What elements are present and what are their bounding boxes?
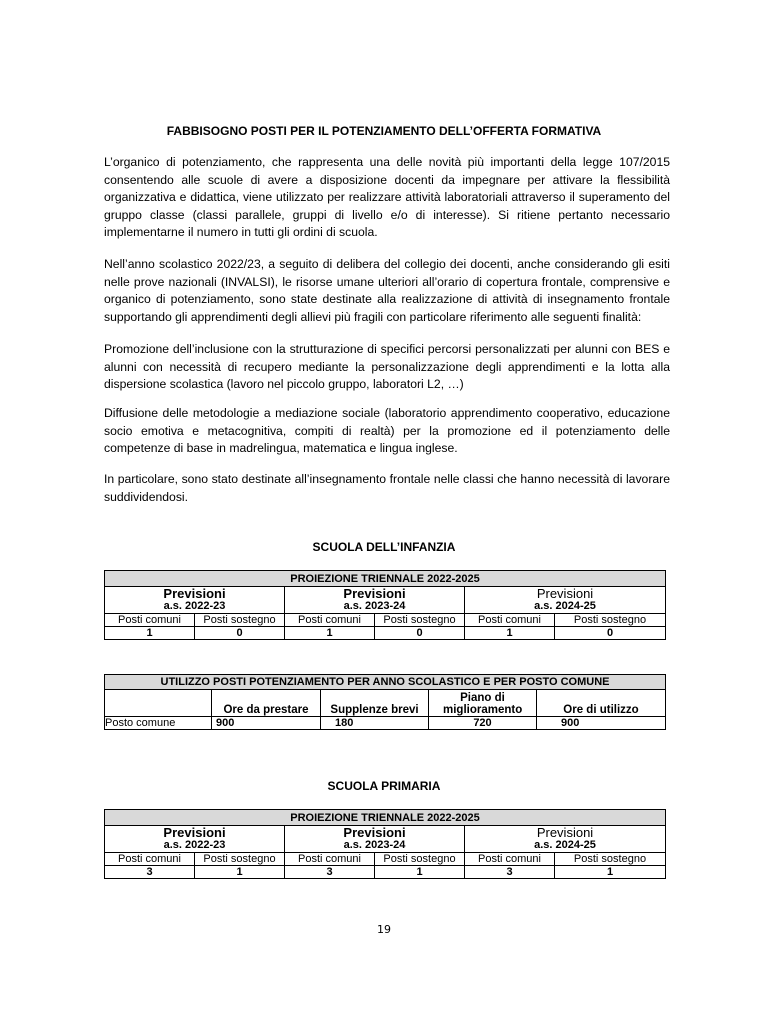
header-empty <box>105 690 212 717</box>
col-posti-comuni: Posti comuni <box>285 614 375 627</box>
table-title: PROIEZIONE TRIENNALE 2022-2025 <box>105 571 666 587</box>
col-posti-sostegno: Posti sostegno <box>555 853 666 866</box>
value-cell: 0 <box>195 627 285 640</box>
col-posti-comuni: Posti comuni <box>465 614 555 627</box>
paragraph-5: In particolare, sono stato destinate all’insegnamento frontale nelle classi che hanno necessità di lavorare suddividendosi. <box>104 472 670 504</box>
previsioni-header-2 <box>285 587 465 614</box>
header-ore-di-utilizzo: Ore di utilizzo <box>537 690 666 717</box>
year-label: a.s. 2024-25 <box>534 839 596 851</box>
table-title: PROIEZIONE TRIENNALE 2022-2025 <box>105 810 666 826</box>
col-posti-comuni: Posti comuni <box>285 853 375 866</box>
col-posti-sostegno: Posti sostegno <box>195 614 285 627</box>
previsioni-header-3 <box>465 587 666 614</box>
previsioni-header-1 <box>105 587 285 614</box>
col-posti-sostegno: Posti sostegno <box>555 614 666 627</box>
value-cell: 180 <box>321 717 429 730</box>
col-posti-sostegno: Posti sostegno <box>375 614 465 627</box>
table-utilizzo-posti <box>104 674 666 730</box>
row-label: Posto comune <box>105 717 212 730</box>
year-label: a.s. 2022-23 <box>163 600 226 612</box>
value-cell: 3 <box>285 866 375 879</box>
header-supplenze-brevi: Supplenze brevi <box>321 690 429 717</box>
table-infanzia-proiezione <box>104 570 666 640</box>
col-posti-sostegno: Posti sostegno <box>195 853 285 866</box>
value-cell: 0 <box>375 627 465 640</box>
paragraph-2: Nell’anno scolastico 2022/23, a seguito di delibera del collegio dei docenti, anche considerando gli esiti nelle prove nazionali (INVALSI), le risorse umane ulteriori all’orario di copertura frontale, comprensive e organico di potenziamento, sono state destinate alla realizzazione di attività di insegnamento frontale supportando gli apprendimenti degli allievi più fragili con particolare riferimento alle seguenti finalità: <box>104 257 670 324</box>
value-cell: 1 <box>555 866 666 879</box>
year-label: a.s. 2022-23 <box>163 839 226 851</box>
section-heading-infanzia: SCUOLA DELL’INFANZIA <box>312 540 456 554</box>
previsioni-label: Previsioni <box>536 825 594 840</box>
previsioni-label: Previsioni <box>163 825 226 840</box>
paragraph-3: Promozione dell’inclusione con la strutturazione di specifici percorsi personalizzati per alunni con BES e alunni con necessità di recupero mediante la personalizzazione degli apprendimenti e la lotta alla dispersione scolastica (lavoro nel piccolo gruppo, laboratori L2, …) <box>104 342 670 391</box>
value-cell: 0 <box>555 627 666 640</box>
page-number: 19 <box>377 923 391 936</box>
year-label: a.s. 2023-24 <box>343 600 406 612</box>
section-heading-primaria: SCUOLA PRIMARIA <box>327 779 441 793</box>
value-cell: 3 <box>105 866 195 879</box>
year-label: a.s. 2023-24 <box>343 839 406 851</box>
previsioni-header-3 <box>465 826 666 853</box>
value-cell: 1 <box>195 866 285 879</box>
previsioni-header-2 <box>285 826 465 853</box>
page-title: FABBISOGNO POSTI PER IL POTENZIAMENTO DELL’OFFERTA FORMATIVA <box>166 124 602 138</box>
value-cell: 1 <box>105 627 195 640</box>
value-cell: 720 <box>429 717 537 730</box>
previsioni-label: Previsioni <box>343 586 406 601</box>
value-cell: 1 <box>465 627 555 640</box>
col-posti-comuni: Posti comuni <box>105 853 195 866</box>
col-posti-comuni: Posti comuni <box>105 614 195 627</box>
previsioni-header-1 <box>105 826 285 853</box>
value-cell: 3 <box>465 866 555 879</box>
header-piano-miglioramento: Piano di miglioramento <box>429 690 537 717</box>
col-posti-sostegno: Posti sostegno <box>375 853 465 866</box>
value-cell: 900 <box>537 717 666 730</box>
table-title: UTILIZZO POSTI POTENZIAMENTO PER ANNO SCOLASTICO E PER POSTO COMUNE <box>105 675 666 690</box>
previsioni-label: Previsioni <box>343 825 406 840</box>
value-cell: 1 <box>375 866 465 879</box>
year-label: a.s. 2024-25 <box>534 600 596 612</box>
value-cell: 900 <box>212 717 321 730</box>
paragraph-1: L’organico di potenziamento, che rappresenta una delle novità più importanti della legge 107/2015 consentendo alle scuole di avere a disposizione docenti da impegnare per attivare la flessibilità organizzativa e didattica, viene utilizzato per realizzare attività laboratoriali attraverso il superamento del gruppo classe (classi parallele, gruppi di livello e/o di interesse). Si ritiene pertanto necessario implementarne il numero in tutti gli ordini di scuola. <box>104 155 670 239</box>
header-ore-da-prestare: Ore da prestare <box>212 690 321 717</box>
table-primaria-proiezione <box>104 809 666 879</box>
previsioni-label: Previsioni <box>163 586 226 601</box>
previsioni-label: Previsioni <box>536 586 594 601</box>
value-cell: 1 <box>285 627 375 640</box>
col-posti-comuni: Posti comuni <box>465 853 555 866</box>
paragraph-4: Diffusione delle metodologie a mediazione sociale (laboratorio apprendimento cooperativo, educazione socio emotiva e metacognitiva, compiti di realtà) per la promozione ed il potenziamento delle competenze di base in madrelingua, matematica e lingua inglese. <box>104 406 670 455</box>
